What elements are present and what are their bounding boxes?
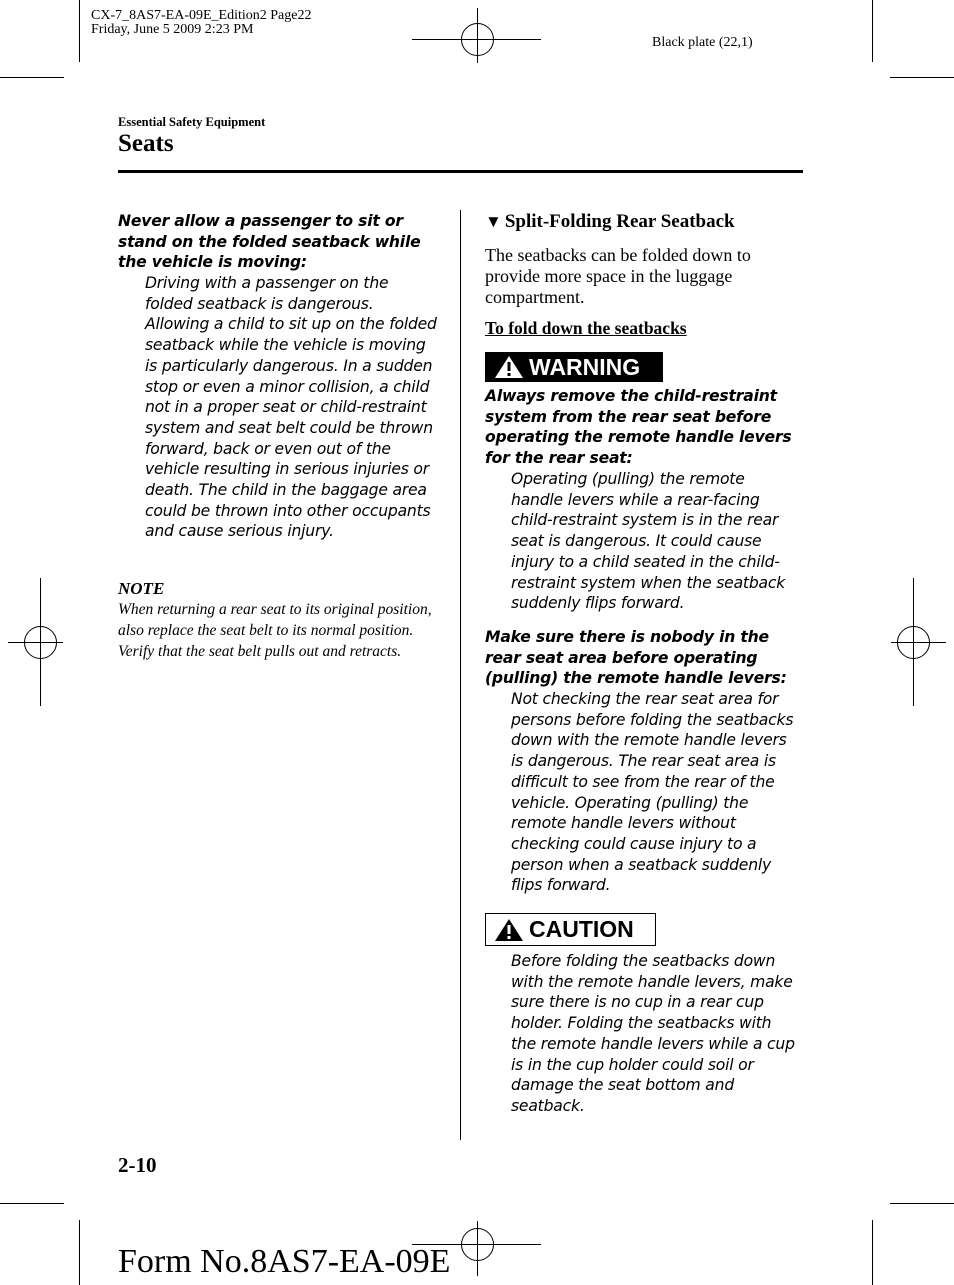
warning-badge [485, 352, 663, 382]
caution-badge [485, 913, 656, 946]
warn1-heading: Always remove the child-restraint system from the rear seat before operating the remote handle levers for the rear seat: [485, 387, 792, 468]
warning-icon [494, 355, 524, 379]
page-number: 2-10 [118, 1153, 157, 1177]
section-label: Essential Safety Equipment [118, 115, 266, 129]
warning-body: Driving with a passenger on the folded seatback is dangerous. Allowing a child to sit up on the folded seatback while the vehicle is moving is particularly dangerous. In a sudden stop or even a minor collision, a child not in a proper seat or child-restraint system and seat belt could be thrown forward, back or even out of the vehicle resulting in serious injuries or death. The child in the baggage area could be thrown into other occupants and cause serious injury. [145, 274, 437, 541]
warn2-body: Not checking the rear seat area for persons before folding the seatbacks down with the remote handle levers is dangerous. The rear seat area is difficult to see from the rear of the vehicle. Operating (pulling) the remote handle levers without checking could cause injury to a person when a seatback suddenly flips forward. [511, 690, 794, 895]
print-date-line: Friday, June 5 2009 2:23 PM [91, 22, 254, 37]
section-title: Split-Folding Rear Seatback [504, 211, 735, 232]
title-rule [118, 170, 803, 173]
note-body: When returning a rear seat to its original position, also replace the seat belt to its normal position. Verify that the seat belt pulls out and retracts. [118, 601, 432, 660]
triangle-down-icon: ▼ [485, 212, 502, 231]
note-label: NOTE [118, 579, 165, 598]
intro-text: The seatbacks can be folded down to provide more space in the luggage compartment. [485, 245, 751, 307]
plate-label: Black plate (22,1) [652, 35, 753, 50]
column-divider [460, 210, 461, 1140]
warning-heading: Never allow a passenger to sit or stand on the folded seatback while the vehicle is moving: [118, 212, 421, 272]
caution-icon [494, 918, 524, 942]
form-number: Form No.8AS7-EA-09E [118, 1243, 451, 1280]
print-file-line: CX-7_8AS7-EA-09E_Edition2 Page22 [91, 8, 312, 23]
warn2-heading: Make sure there is nobody in the rear seat area before operating (pulling) the remote handle levers: [485, 628, 787, 688]
section-heading [485, 211, 735, 233]
warn1-body: Operating (pulling) the remote handle levers while a rear-facing child-restraint system is in the rear seat is dangerous. It could cause injury to a child seated in the child-restraint system when the seatback suddenly flips forward. [511, 470, 786, 613]
subheading: To fold down the seatbacks [485, 318, 687, 338]
caution-body: Before folding the seatbacks down with the remote handle levers, make sure there is no cup in a rear cup holder. Folding the seatbacks with the remote handle levers while a cup is in the cup holder could soil or damage the seat bottom and seatback. [511, 952, 795, 1115]
caution-label: CAUTION [529, 916, 634, 942]
page-title: Seats [118, 130, 174, 157]
warning-label: WARNING [529, 353, 641, 380]
